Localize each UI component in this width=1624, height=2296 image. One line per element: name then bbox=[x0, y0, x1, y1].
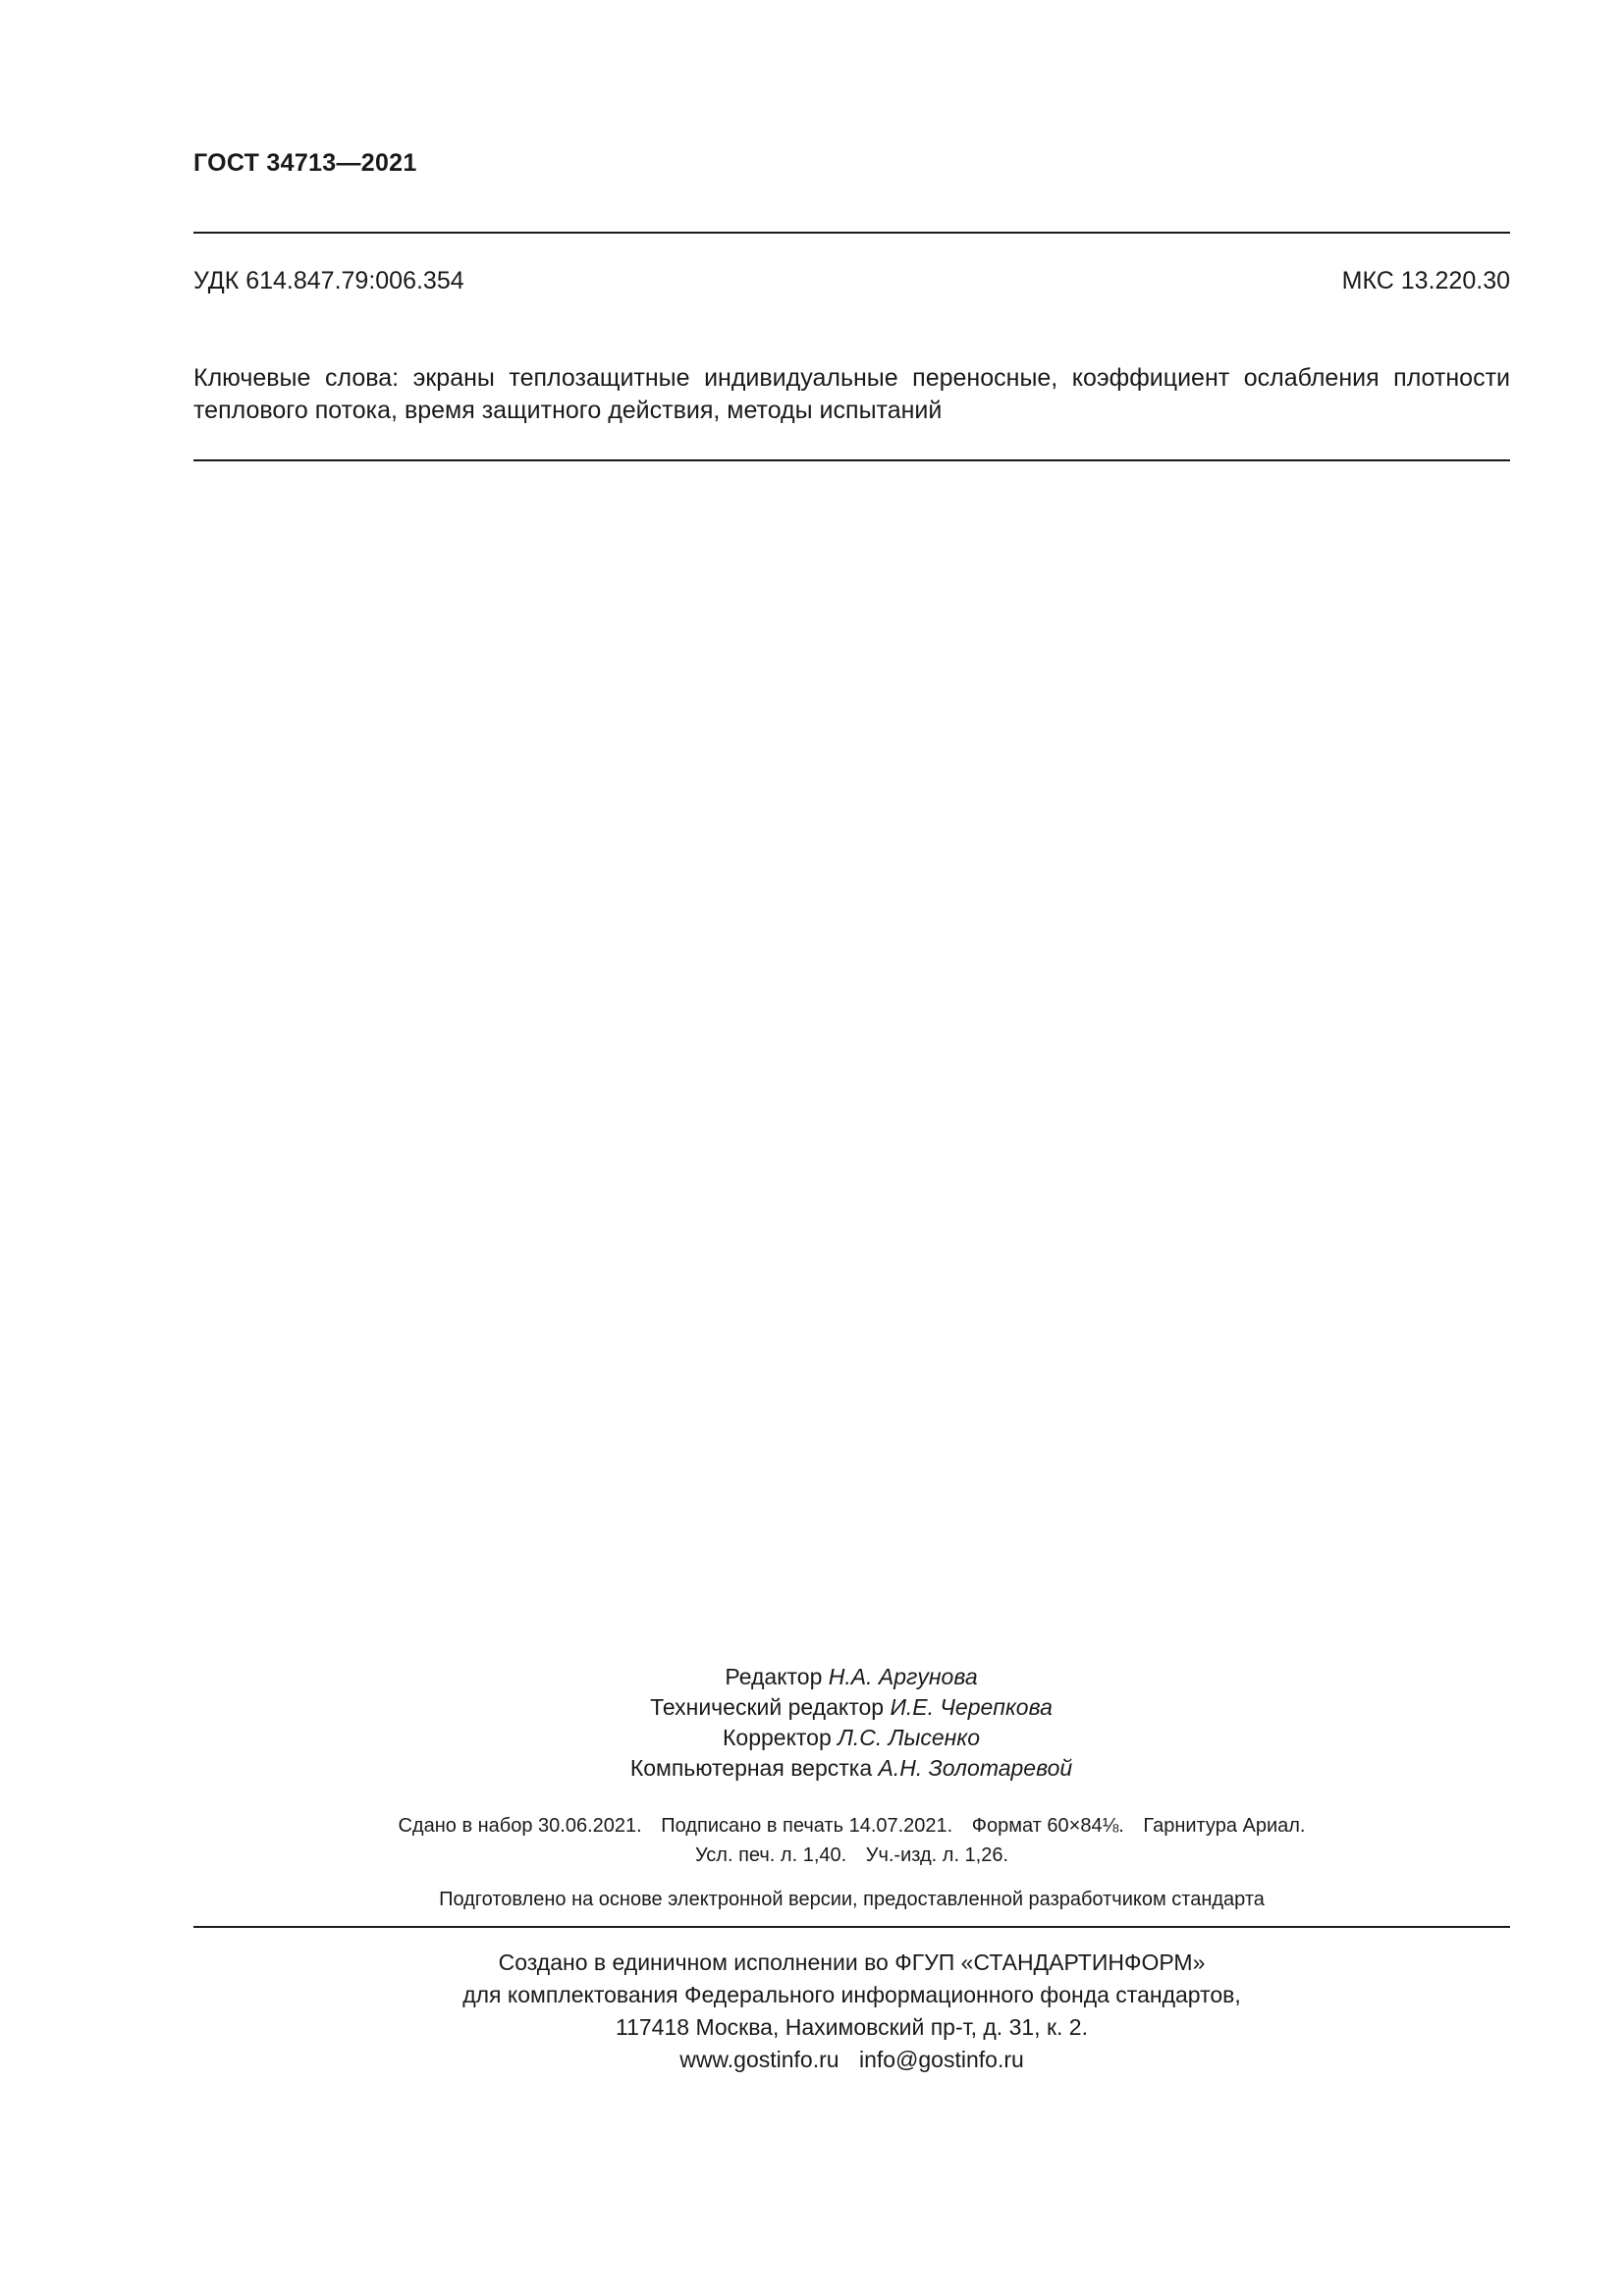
credit-role: Редактор bbox=[725, 1664, 823, 1689]
document-code: ГОСТ 34713—2021 bbox=[193, 149, 417, 177]
credit-role: Корректор bbox=[723, 1725, 832, 1750]
credit-role: Технический редактор bbox=[650, 1694, 885, 1720]
printed-sheets: Усл. печ. л. 1,40. bbox=[694, 1844, 847, 1866]
credit-layout bbox=[442, 1753, 1261, 1784]
keywords-paragraph: Ключевые слова: экраны теплозащитные индивидуальные переносные, коэффициент ослабления плотности теплового потока, время защитного действия, методы испытаний bbox=[193, 364, 1510, 424]
credit-person: Н.А. Аргунова bbox=[828, 1664, 978, 1689]
email-link: info@gostinfo.ru bbox=[858, 2047, 1024, 2072]
print-info-line-1 bbox=[193, 1811, 1510, 1841]
credit-tech-editor bbox=[442, 1692, 1261, 1723]
mks-code: МКС 13.220.30 bbox=[1341, 267, 1510, 294]
publisher-address: 117418 Москва, Нахимовский пр-т, д. 31, к. 2. bbox=[616, 2014, 1088, 2040]
publisher-line-2: для комплектования Федерального информационного фонда стандартов, bbox=[462, 1982, 1241, 2007]
credit-person: И.Е. Черепкова bbox=[890, 1694, 1053, 1720]
signed-date: Подписано в печать 14.07.2021. bbox=[661, 1815, 953, 1837]
publisher-block bbox=[193, 1947, 1510, 2076]
prepared-note: Подготовлено на основе электронной версии, предоставленной разработчиком стандарта bbox=[439, 1889, 1265, 1910]
credit-role: Компьютерная верстка bbox=[629, 1755, 873, 1781]
paper-format: Формат 60×84⅛. bbox=[971, 1815, 1124, 1837]
publishing-sheets: Уч.-изд. л. 1,26. bbox=[865, 1844, 1009, 1866]
keywords-divider bbox=[193, 459, 1510, 461]
website-link: www.gostinfo.ru bbox=[679, 2047, 839, 2072]
publisher-divider bbox=[193, 1926, 1510, 1928]
credits-block bbox=[442, 1662, 1261, 1784]
top-divider bbox=[193, 232, 1510, 234]
credit-editor bbox=[442, 1662, 1261, 1692]
typeset-date: Сдано в набор 30.06.2021. bbox=[398, 1815, 642, 1837]
credit-person: Л.С. Лысенко bbox=[838, 1725, 980, 1750]
print-info-line-2 bbox=[193, 1841, 1510, 1870]
classification-row bbox=[193, 267, 1510, 295]
udk-code: УДК 614.847.79:006.354 bbox=[193, 267, 464, 294]
credit-person: А.Н. Золотаревой bbox=[878, 1755, 1073, 1781]
publisher-contacts bbox=[193, 2044, 1510, 2076]
print-info-block bbox=[193, 1811, 1510, 1870]
publisher-line-1: Создано в единичном исполнении во ФГУП «СТАНДАРТИНФОРМ» bbox=[498, 1949, 1206, 1975]
typeface: Гарнитура Ариал. bbox=[1143, 1815, 1306, 1837]
credit-corrector bbox=[442, 1723, 1261, 1753]
